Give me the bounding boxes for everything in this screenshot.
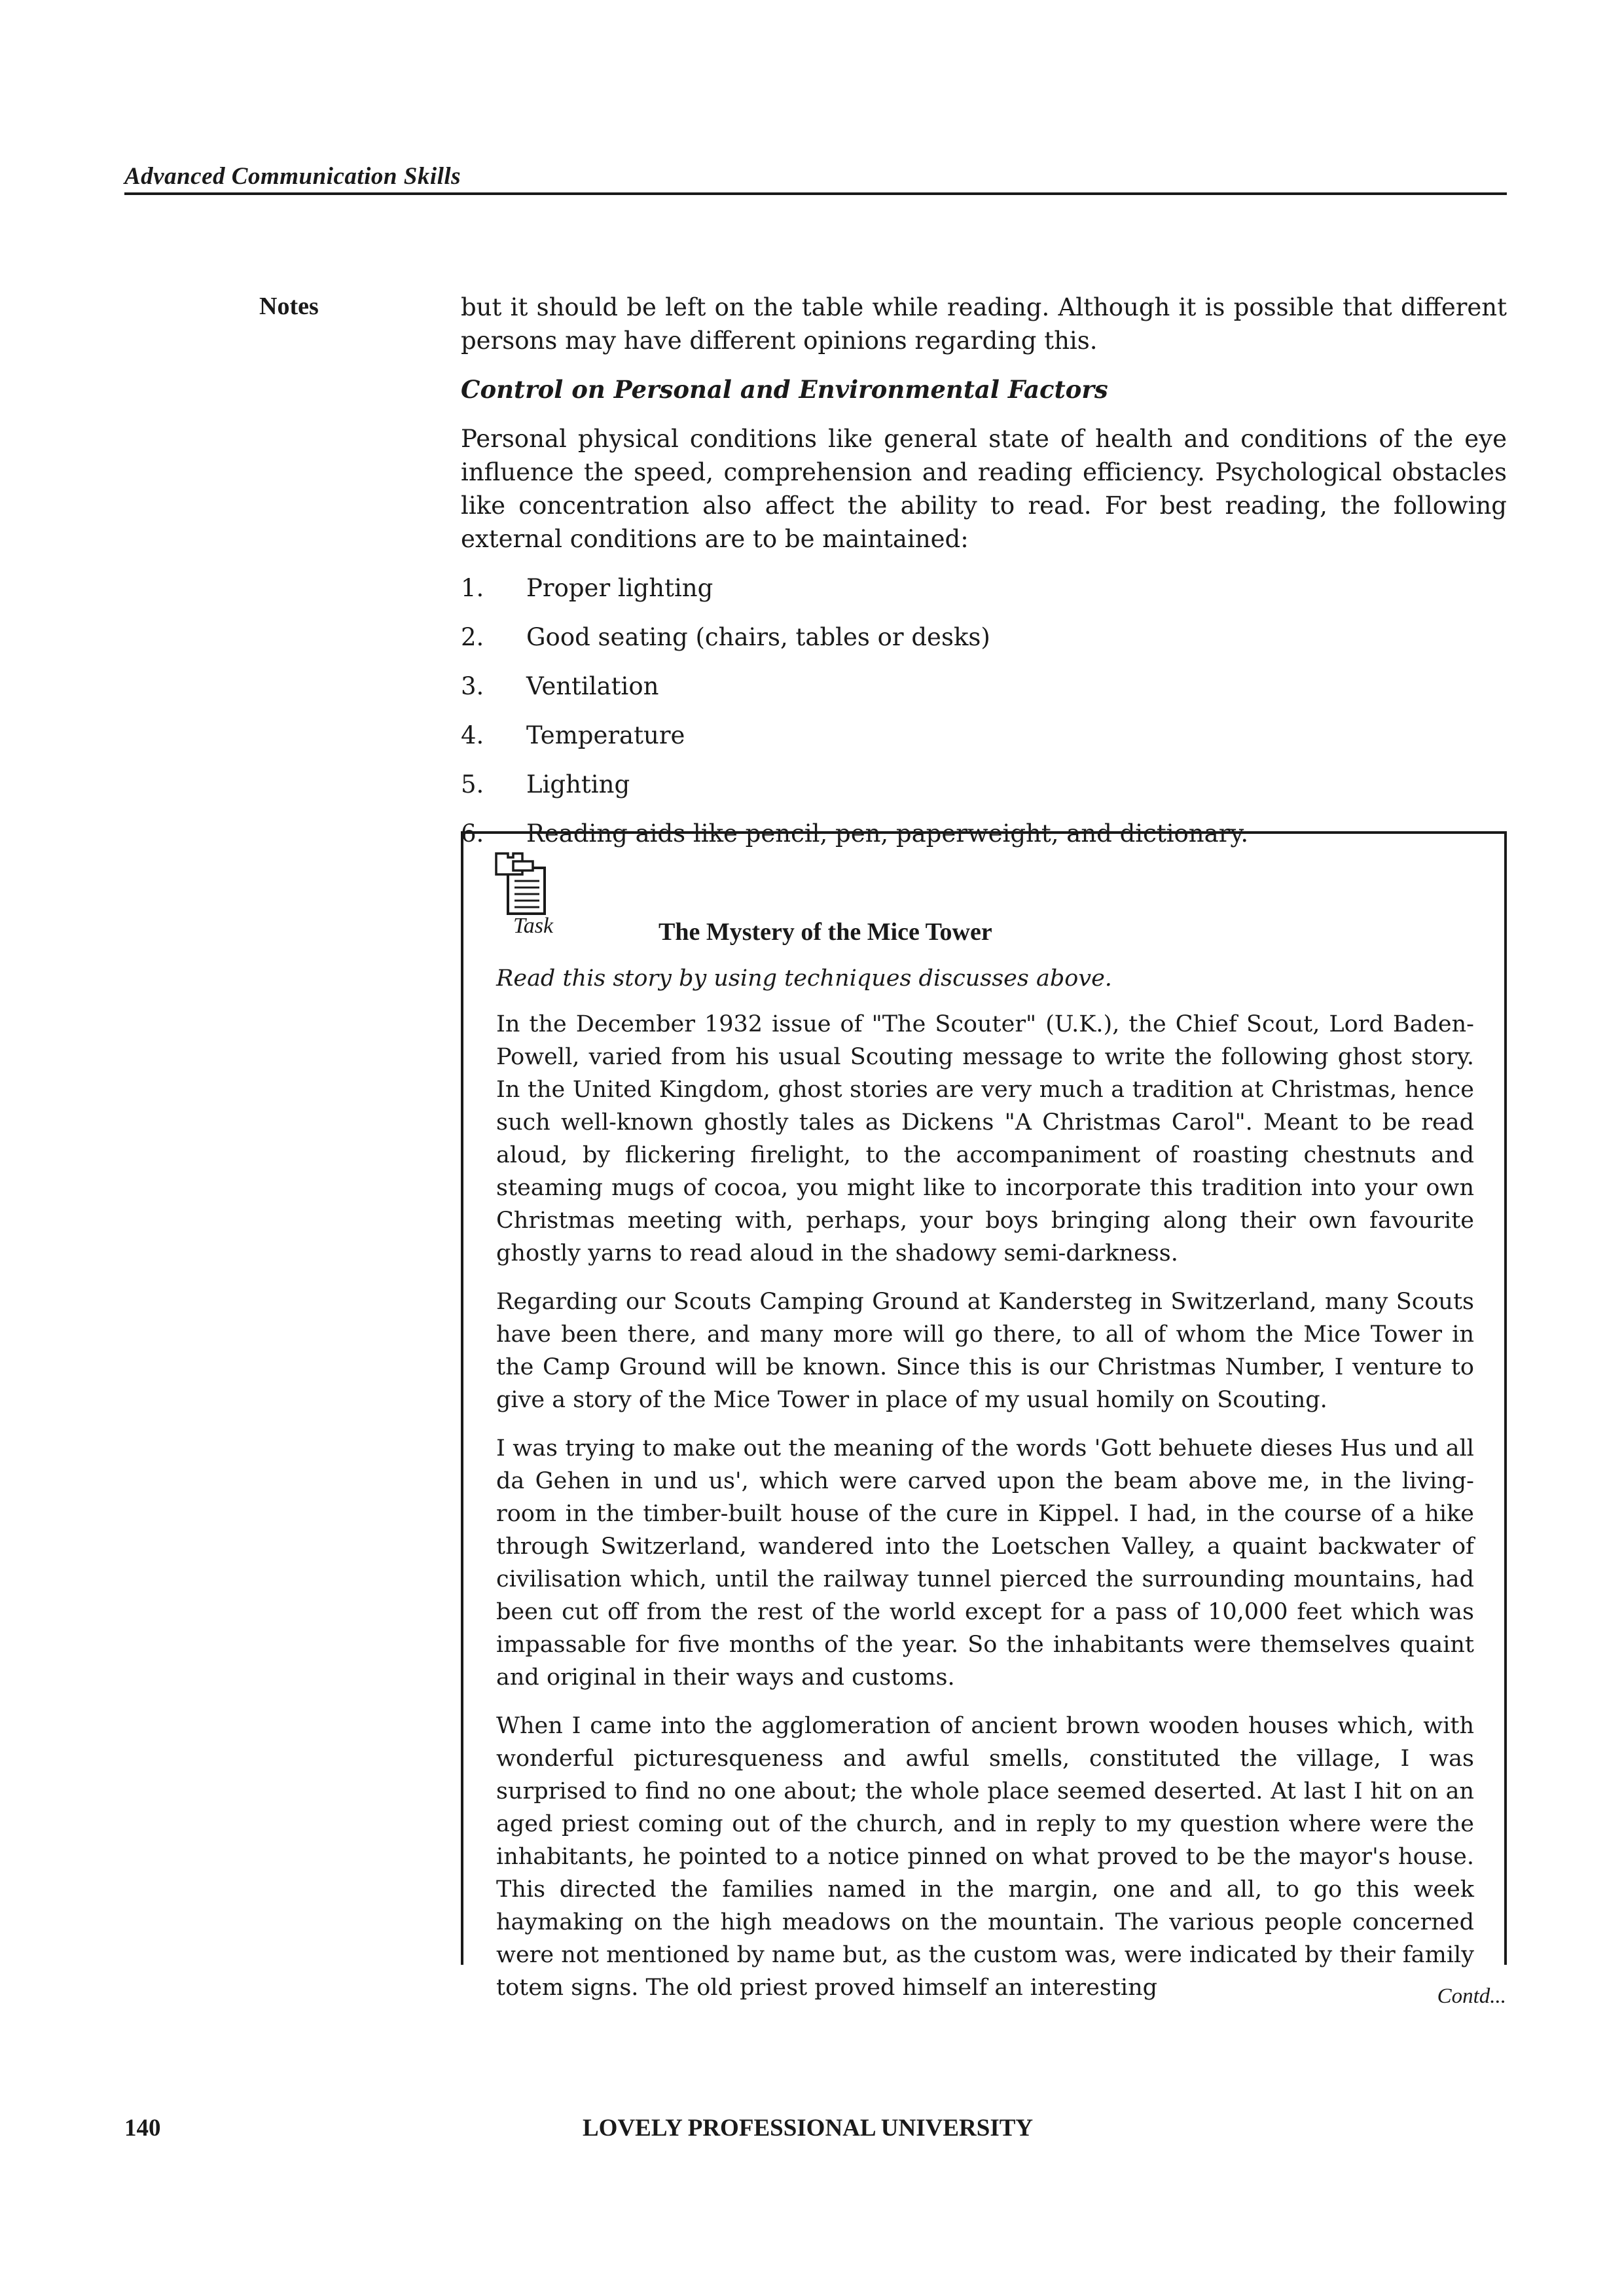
task-puzzle-icon — [494, 851, 547, 916]
body-paragraph: Personal physical conditions like general state of health and conditions of the eye influence the speed, comprehension and reading efficiency. Psychological obstacles like concentration also affect the ability to read. For best reading, the following external conditions are to be maintained: — [461, 425, 1507, 553]
story-paragraph: In the December 1932 issue of "The Scouter" (U.K.), the Chief Scout, Lord Baden-Powell, varied from his usual Scouting message to write the following ghost story. In the United Kingdom, ghost stories are very much a tradition at Christmas, hence such well-known ghostly tales as Dickens "A Christmas Carol". Meant to be read aloud, by flickering firelight, to the accompaniment of roasting chestnuts and steaming mugs of cocoa, you might like to incorporate this tradition into your own Christmas meeting with, perhaps, your boys bringing along their own favourite ghostly yarns to read aloud in the shadowy semi-darkness. — [496, 1011, 1474, 1266]
list-item-text: Lighting — [526, 770, 630, 798]
list-item-number: 1. — [461, 574, 484, 602]
running-header-title: Advanced Communication Skills — [124, 163, 461, 190]
task-instruction: Read this story by using techniques discusses above. — [496, 965, 1112, 992]
list-item-number: 6. — [461, 819, 484, 848]
list-item — [461, 719, 1507, 752]
intro-paragraph: but it should be left on the table while reading. Although it is possible that different persons may have different opinions regarding this. — [461, 293, 1507, 355]
page-number: 140 — [124, 2115, 161, 2142]
list-item — [461, 670, 1507, 703]
footer-university: LOVELY PROFESSIONAL UNIVERSITY — [583, 2115, 1034, 2142]
header-rule — [124, 192, 1507, 195]
list-item — [461, 571, 1507, 605]
list-item-number: 3. — [461, 672, 484, 700]
continued-label: Contd... — [1437, 1984, 1506, 2008]
list-item-text: Proper lighting — [526, 574, 713, 602]
story-paragraph: When I came into the agglomeration of ancient brown wooden houses which, with wonderful picturesqueness and awful smells, constituted the village, I was surprised to find no one about; the whole place seemed deserted. At last I hit on an aged priest coming out of the church, and in reply to my question where were the inhabitants, he pointed to a notice pinned on what proved to be the mayor's house. This directed the families named in the margin, one and all, to go this week haymaking on the high meadows on the mountain. The various people concerned were not mentioned by name but, as the custom was, were indicated by their family totem signs. The old priest proved himself an interesting — [496, 1713, 1474, 2001]
notes-margin-label: Notes — [259, 293, 319, 320]
task-body — [496, 962, 1474, 2020]
conditions-list — [461, 571, 1507, 850]
task-label: Task — [513, 914, 554, 938]
task-title: The Mystery of the Mice Tower — [659, 918, 992, 946]
list-item-text: Good seating (chairs, tables or desks) — [526, 623, 990, 651]
list-item-text: Ventilation — [526, 672, 659, 700]
list-item-number: 2. — [461, 623, 484, 651]
main-content — [461, 291, 1507, 866]
story-paragraph: Regarding our Scouts Camping Ground at Kandersteg in Switzerland, many Scouts have been there, and many more will go there, to all of whom the Mice Tower in the Camp Ground will be known. Since this is our Christmas Number, I venture to give a story of the Mice Tower in place of my usual homily on Scouting. — [496, 1289, 1474, 1413]
section-subheading: Control on Personal and Environmental Factors — [461, 375, 1108, 404]
list-item-number: 4. — [461, 721, 484, 749]
list-item-number: 5. — [461, 770, 484, 798]
list-item — [461, 768, 1507, 801]
list-item-text: Temperature — [526, 721, 685, 749]
story-paragraph: I was trying to make out the meaning of the words 'Gott behuete dieses Hus und all da Gehen in und us', which were carved upon the beam above me, in the living-room in the timber-built house of the cure in Kippel. I had, in the course of a hike through Switzerland, wandered into the Loetschen Valley, a quaint backwater of civilisation which, until the railway tunnel pierced the surrounding mountains, had been cut off from the rest of the world except for a pass of 10,000 feet which was impassable for five months of the year. So the inhabitants were themselves quaint and original in their ways and customs. — [496, 1435, 1474, 1691]
list-item-text: Reading aids like pencil, pen, paperweight, and dictionary. — [526, 819, 1249, 848]
list-item — [461, 620, 1507, 654]
